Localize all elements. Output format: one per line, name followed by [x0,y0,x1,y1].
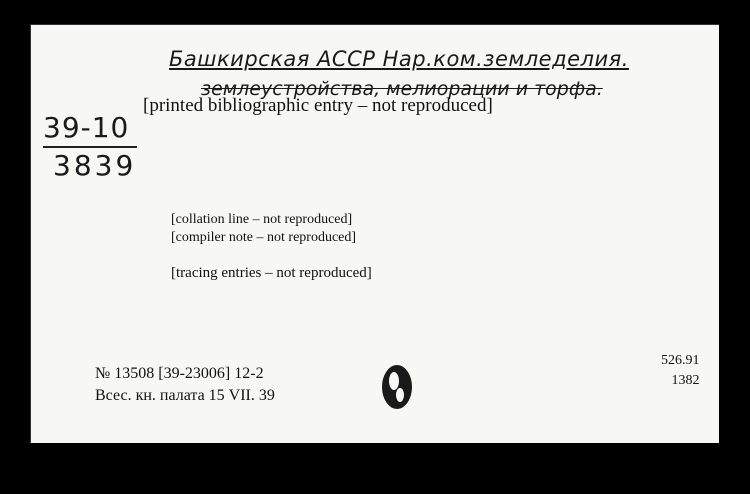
title-entry [143,95,713,117]
book-chamber-line: Всес. кн. палата 15 VII. 39 [95,387,275,404]
collation [171,211,356,247]
card-footer [95,363,275,407]
class-code: 526.91 [661,353,700,368]
catalog-card [30,24,719,443]
collation-line: [collation line – not reproduced] [171,212,353,227]
struck-heading: землеустройства, мелиорации и торфа. [201,78,603,100]
scan-border-right [718,0,750,494]
scan-border-left [0,440,34,494]
title-line-1: [printed bibliographic entry – not reproduced] [143,95,493,116]
ink-stamp-icon [377,355,417,415]
author-code: 1382 [671,373,700,388]
scan-border-bottom [34,442,750,494]
classification [661,351,700,391]
tracings [171,263,711,283]
catalog-number: № 13508 [39-23006] 12-2 [95,365,264,382]
call-number-top: 39-10 [43,111,130,144]
call-number-divider [43,146,137,148]
handwritten-heading: Башкирская АССР Нар.ком.земледелия. [169,47,629,71]
tracing-line-1: [tracing entries – not reproduced] [171,265,372,281]
call-number-bottom: 3839 [53,149,137,182]
compiler-note: [compiler note – not reproduced] [171,230,357,245]
